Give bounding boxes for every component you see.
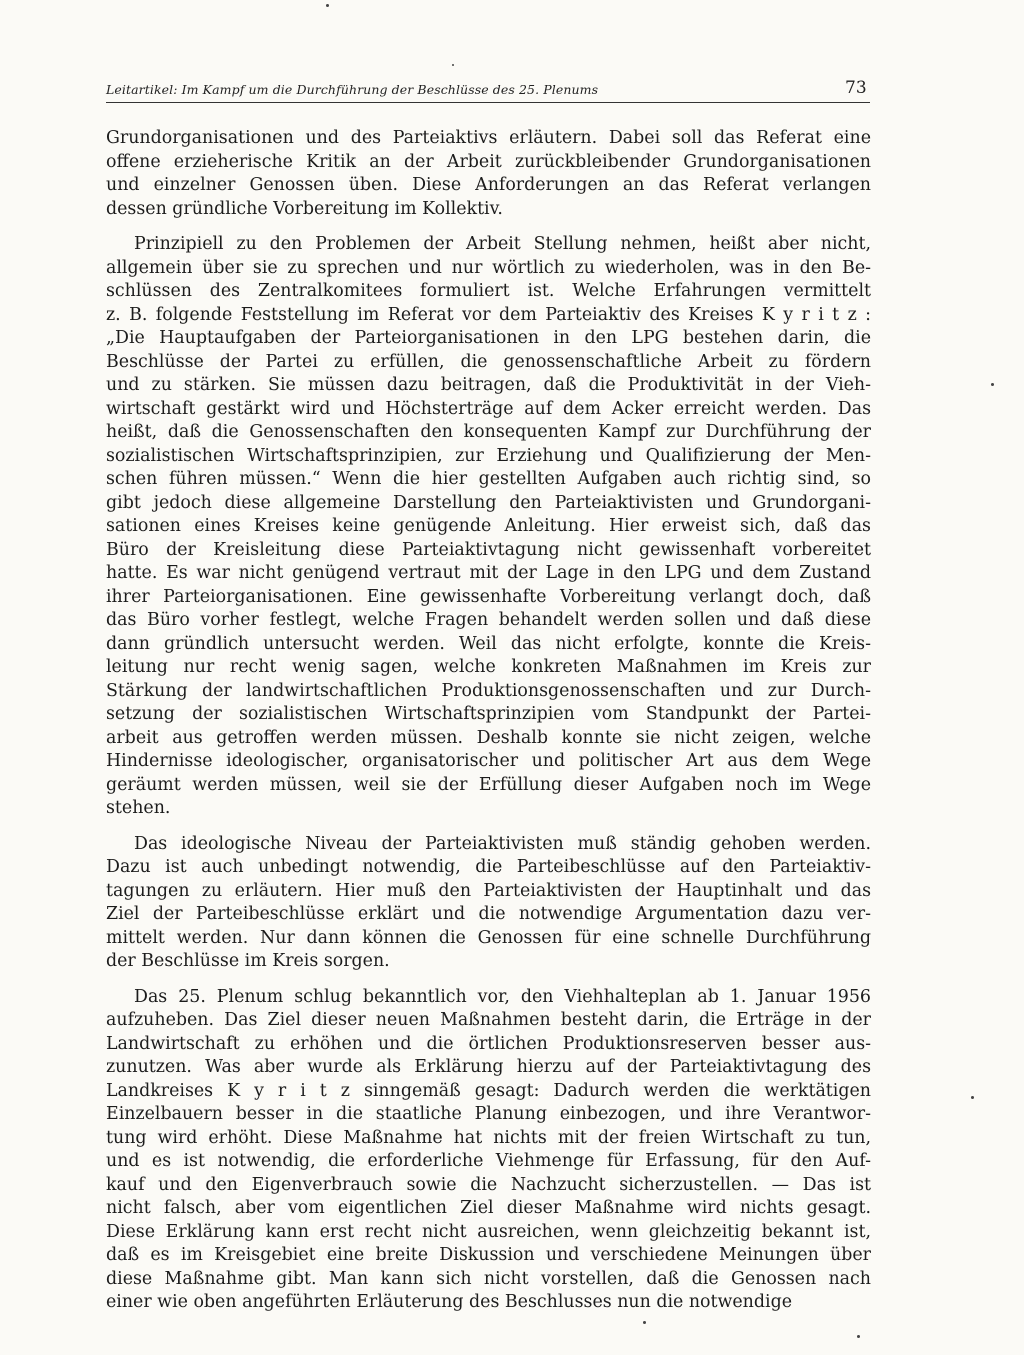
text-line: heißt, daß die Genossenschaften den konsequenten Kampf zur Durchführung der [106, 422, 871, 442]
text-line: zunutzen. Was aber wurde als Erklärung hierzu auf der Parteiaktivtagung des [106, 1057, 871, 1077]
text-line: und es ist notwendig, die erforderliche Viehmenge für Erfassung, für den Auf- [106, 1151, 871, 1171]
text-line: dann gründlich untersucht werden. Weil das nicht erfolgte, konnte die Kreis- [106, 633, 871, 654]
text-line: kauf und den Eigenverbrauch sowie die Nachzucht sicherzustellen. — Das ist [106, 1174, 871, 1195]
text-line: Hindernisse ideologischer, organisatorischer und politischer Art aus dem Wege [106, 751, 871, 771]
paragraph [106, 833, 871, 974]
paragraph [106, 986, 871, 1315]
text-line: Einzelbauern besser in die staatliche Planung einbezogen, und ihre Verantwor- [106, 1104, 871, 1124]
text-line: und zu stärken. Sie müssen dazu beitragen, daß die Produktivität in der Vieh- [106, 375, 871, 395]
text-line: z. B. folgende Feststellung im Referat vor dem Parteiaktiv des Kreises K y r i t z : [106, 304, 871, 325]
text-line: Das 25. Plenum schlug bekanntlich vor, den Viehhalteplan ab 1. Januar 1956 [134, 986, 871, 1007]
scan-speck [857, 1335, 860, 1338]
text-line: Stärkung der landwirtschaftlichen Produktionsgenossenschaften und zur Durch- [106, 680, 871, 701]
text-line: dessen gründliche Vorbereitung im Kollektiv. [106, 198, 503, 219]
text-line: gibt jedoch diese allgemeine Darstellung den Parteiaktivisten und Grundorgani- [106, 492, 871, 513]
text-line: geräumt werden müssen, weil sie der Erfüllung dieser Aufgaben noch im Wege [106, 774, 871, 795]
text-line: hatte. Es war nicht genügend vertraut mit der Lage in den LPG und dem Zustand [106, 563, 871, 583]
scan-speck [971, 1096, 974, 1099]
text-line: allgemein über sie zu sprechen und nur wörtlich zu wiederholen, was in den Be- [106, 257, 871, 278]
running-title: Leitartikel: Im Kampf um die Durchführung der Beschlüsse des 25. Plenums [106, 82, 599, 97]
text-line: stehen. [106, 798, 171, 818]
text-line: Büro der Kreisleitung diese Parteiaktivtagung nicht gewissenhaft vorbereitet [106, 539, 871, 560]
text-line: Landwirtschaft zu erhöhen und die örtlichen Produktionsreserven besser aus- [106, 1033, 871, 1054]
text-line: setzung der sozialistischen Wirtschaftsprinzipien vom Standpunkt der Partei- [106, 704, 871, 724]
text-line: schen führen müssen.“ Wenn die hier gestellten Aufgaben auch richtig sind, so [106, 469, 871, 489]
text-line: tung wird erhöht. Diese Maßnahme hat nichts mit der freien Wirtschaft zu tun, [106, 1127, 871, 1148]
text-line: schlüssen des Zentralkomitees formuliert ist. Welche Erfahrungen vermittelt [106, 281, 871, 301]
scan-speck [326, 4, 329, 7]
text-line: aufzuheben. Das Ziel dieser neuen Maßnahmen besteht darin, die Erträge in der [106, 1010, 871, 1030]
text-line: Landkreises K y r i t z sinngemäß gesagt: Dadurch werden die werktätigen [106, 1080, 871, 1101]
paragraph [106, 127, 871, 221]
text-line: Ziel der Parteibeschlüsse erklärt und die notwendige Argumentation dazu ver- [106, 904, 871, 924]
text-line: das Büro vorher festlegt, welche Fragen behandelt werden sollen und daß diese [106, 610, 871, 630]
text-line: leitung nur recht wenig sagen, welche konkreten Maßnahmen im Kreis zur [106, 657, 871, 677]
text-line: diese Maßnahme gibt. Man kann sich nicht vorstellen, daß die Genossen nach [106, 1268, 871, 1289]
scan-speck [643, 1321, 646, 1324]
text-line: Prinzipiell zu den Problemen der Arbeit Stellung nehmen, heißt aber nicht, [134, 234, 871, 254]
text-line: Das ideologische Niveau der Parteiaktivisten muß ständig gehoben werden. [134, 833, 871, 854]
text-line: sozialistischen Wirtschaftsprinzipien, zur Erziehung und Qualifizierung der Men- [106, 445, 871, 466]
text-line: tagungen zu erläutern. Hier muß den Parteiaktivisten der Hauptinhalt und das [106, 880, 871, 901]
scan-speck [991, 383, 994, 386]
text-line: mittelt werden. Nur dann können die Genossen für eine schnelle Durchführung [106, 927, 871, 948]
text-line: nicht falsch, aber vom eigentlichen Ziel dieser Maßnahme wird nichts gesagt. [106, 1198, 871, 1218]
text-line: Grundorganisationen und des Parteiaktivs erläutern. Dabei soll das Referat eine [106, 128, 871, 148]
text-line: Beschlüsse der Partei zu erfüllen, die genossenschaftliche Arbeit zu fördern [106, 351, 871, 372]
text-line: sationen eines Kreises keine genügende Anleitung. Hier erweist sich, daß das [106, 516, 871, 536]
text-line: ihrer Parteiorganisationen. Eine gewissenhafte Vorbereitung verlangt doch, daß [106, 586, 871, 607]
text-line: einer wie oben angeführten Erläuterung des Beschlusses nun die notwendige [106, 1292, 792, 1312]
text-line: und einzelner Genossen üben. Diese Anforderungen an das Referat verlangen [106, 175, 871, 195]
text-line: Diese Erklärung kann erst recht nicht ausreichen, wenn gleichzeitig bekannt ist, [106, 1221, 871, 1242]
scan-speck [452, 64, 454, 66]
text-line: arbeit aus getroffen werden müssen. Deshalb konnte sie nicht zeigen, welche [106, 727, 871, 748]
article-body [106, 127, 871, 1327]
text-line: Dazu ist auch unbedingt notwendig, die Parteibeschlüsse auf den Parteiaktiv- [106, 857, 871, 877]
text-line: daß es im Kreisgebiet eine breite Diskussion und verschiedene Meinungen über [106, 1245, 871, 1265]
page-number: 73 [845, 78, 867, 98]
running-header [106, 80, 870, 103]
text-line: der Beschlüsse im Kreis sorgen. [106, 951, 390, 971]
text-line: offene erzieherische Kritik an der Arbeit zurückbleibender Grundorganisationen [106, 151, 871, 172]
text-line: wirtschaft gestärkt wird und Höchsterträge auf dem Acker erreicht werden. Das [106, 398, 871, 419]
text-line: „Die Hauptaufgaben der Parteiorganisationen in den LPG bestehen darin, die [106, 328, 871, 348]
paragraph [106, 233, 871, 821]
